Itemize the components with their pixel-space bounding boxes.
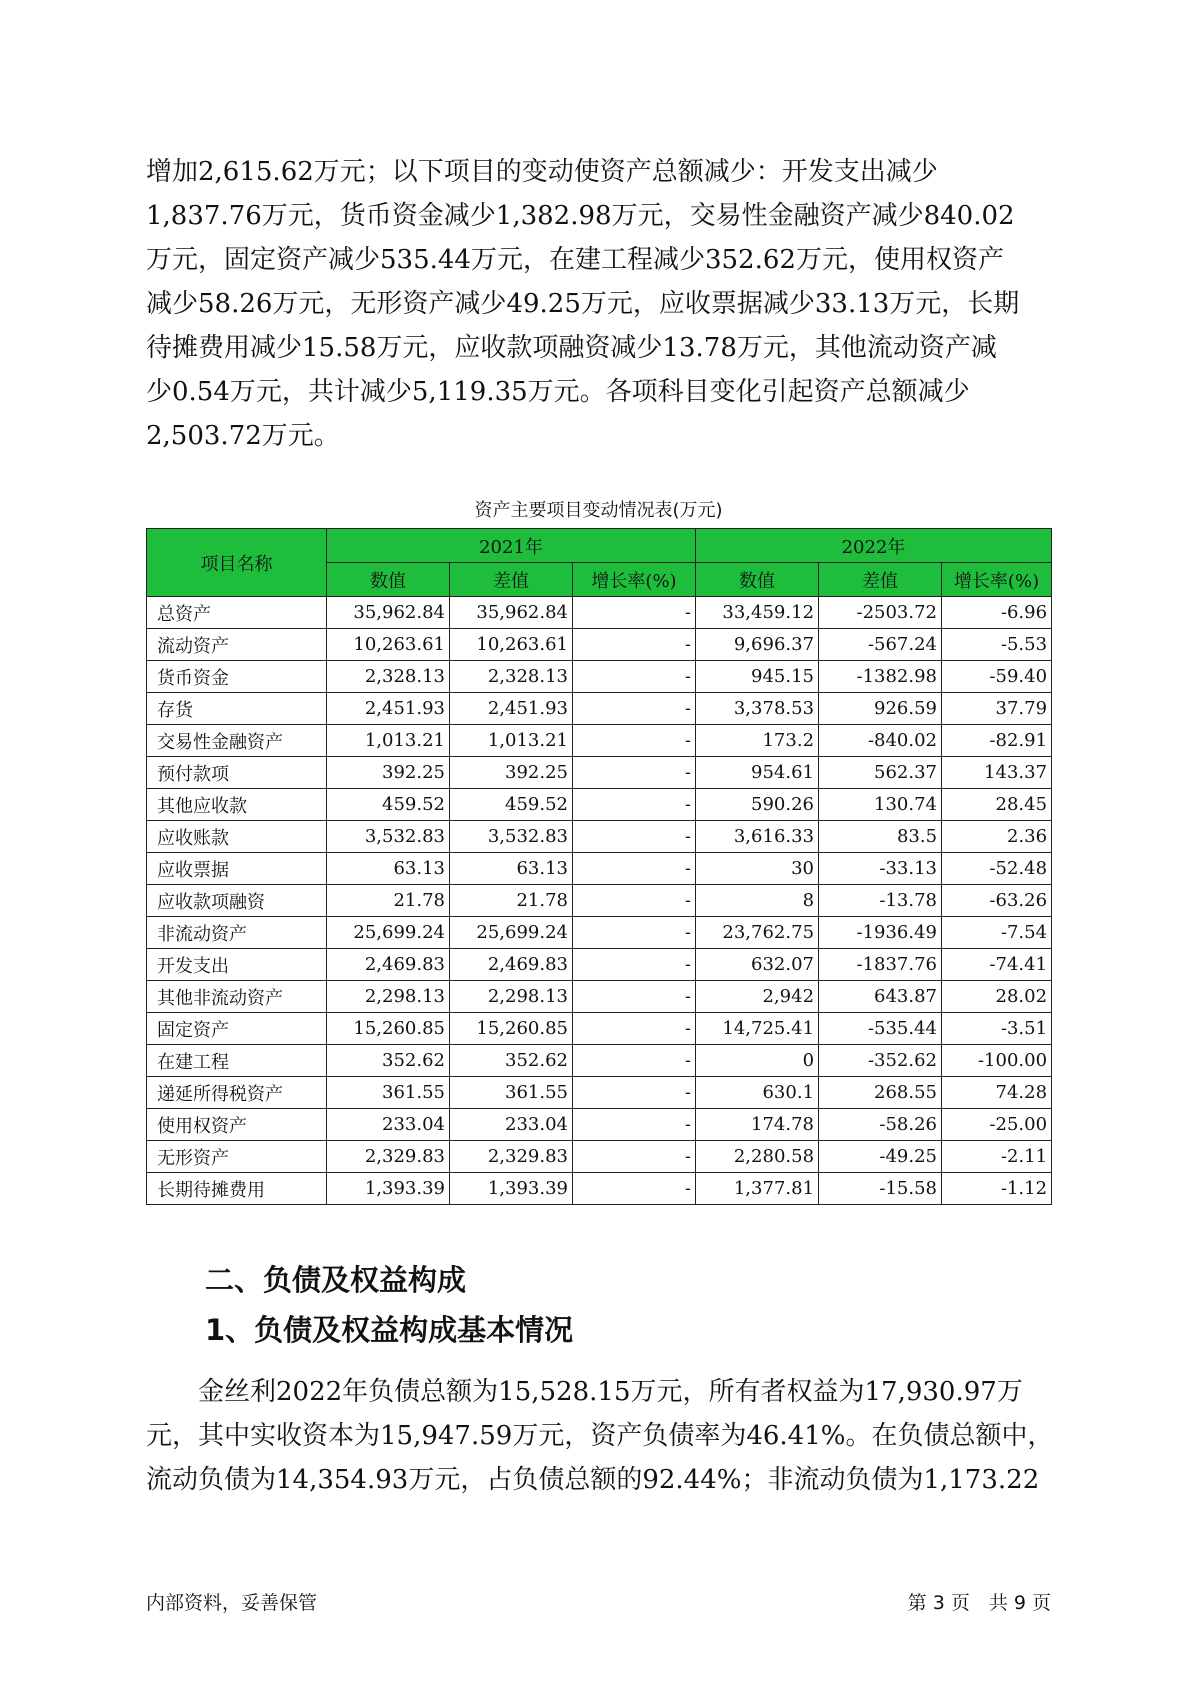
cell-value-2022: 3,378.53 [696, 693, 819, 725]
cell-value-2021: 63.13 [327, 853, 450, 885]
table-row [147, 789, 1052, 821]
cell-diff-2021: 10,263.61 [450, 629, 573, 661]
cell-rate-2021: - [573, 661, 696, 693]
cell-rate-2021: - [573, 853, 696, 885]
cell-value-2022: 0 [696, 1045, 819, 1077]
cell-row-name: 流动资产 [147, 629, 327, 661]
footer-confidential-note: 内部资料，妥善保管 [146, 1592, 318, 1614]
cell-rate-2021: - [573, 917, 696, 949]
table-row [147, 1173, 1052, 1205]
cell-rate-2022: -74.41 [942, 949, 1052, 981]
table-row [147, 917, 1052, 949]
cell-row-name: 无形资产 [147, 1141, 327, 1173]
cell-rate-2021: - [573, 821, 696, 853]
cell-value-2022: 1,377.81 [696, 1173, 819, 1205]
body-paragraph-liabilities [146, 1370, 1054, 1502]
cell-value-2022: 173.2 [696, 725, 819, 757]
cell-rate-2022: 28.45 [942, 789, 1052, 821]
cell-row-name: 交易性金融资产 [147, 725, 327, 757]
cell-rate-2021: - [573, 1013, 696, 1045]
paragraph-line: 金丝利2022年负债总额为15,528.15万元，所有者权益为17,930.97万 [146, 1377, 1023, 1407]
cell-rate-2022: 37.79 [942, 693, 1052, 725]
cell-diff-2022: -1382.98 [819, 661, 942, 693]
cell-row-name: 开发支出 [147, 949, 327, 981]
cell-value-2022: 945.15 [696, 661, 819, 693]
cell-row-name: 固定资产 [147, 1013, 327, 1045]
cell-rate-2022: -6.96 [942, 597, 1052, 629]
cell-rate-2021: - [573, 1109, 696, 1141]
table-row [147, 1077, 1052, 1109]
cell-rate-2021: - [573, 885, 696, 917]
cell-diff-2021: 352.62 [450, 1045, 573, 1077]
table-caption: 资产主要项目变动情况表(万元) [474, 500, 723, 521]
cell-value-2021: 392.25 [327, 757, 450, 789]
cell-diff-2021: 2,469.83 [450, 949, 573, 981]
cell-rate-2022: -25.00 [942, 1109, 1052, 1141]
paragraph-line: 元，其中实收资本为15,947.59万元，资产负债率为46.41%。在负债总额中， [146, 1421, 1054, 1451]
paragraph-line: 待摊费用减少15.58万元，应收款项融资减少13.78万元，其他流动资产减 [146, 333, 997, 363]
cell-value-2022: 9,696.37 [696, 629, 819, 661]
cell-rate-2022: -59.40 [942, 661, 1052, 693]
cell-value-2022: 954.61 [696, 757, 819, 789]
cell-diff-2022: 130.74 [819, 789, 942, 821]
cell-diff-2022: -1936.49 [819, 917, 942, 949]
cell-row-name: 递延所得税资产 [147, 1077, 327, 1109]
cell-value-2021: 3,532.83 [327, 821, 450, 853]
table-row [147, 661, 1052, 693]
cell-value-2021: 2,451.93 [327, 693, 450, 725]
table-row [147, 1109, 1052, 1141]
table-row [147, 981, 1052, 1013]
table-row [147, 885, 1052, 917]
table-row [147, 1141, 1052, 1173]
table-body [147, 597, 1052, 1205]
table-row [147, 725, 1052, 757]
cell-row-name: 总资产 [147, 597, 327, 629]
subsection-heading: 1、负债及权益构成基本情况 [205, 1313, 574, 1347]
cell-diff-2021: 35,962.84 [450, 597, 573, 629]
paragraph-line: 流动负债为14,354.93万元，占负债总额的92.44%；非流动负债为1,173.22 [146, 1465, 1040, 1495]
cell-diff-2021: 21.78 [450, 885, 573, 917]
header-year-2021: 2021年 [327, 529, 696, 563]
paragraph-line: 万元，固定资产减少535.44万元，在建工程减少352.62万元，使用权资产 [146, 245, 1004, 275]
footer-page-number: 第 3 页 共 9 页 [907, 1592, 1051, 1614]
cell-rate-2022: -100.00 [942, 1045, 1052, 1077]
cell-diff-2021: 2,451.93 [450, 693, 573, 725]
table-row [147, 1013, 1052, 1045]
paragraph-line: 增加2,615.62万元；以下项目的变动使资产总额减少：开发支出减少 [146, 157, 938, 187]
cell-diff-2022: -535.44 [819, 1013, 942, 1045]
paragraph-line: 减少58.26万元，无形资产减少49.25万元，应收票据减少33.13万元，长期 [146, 289, 1020, 319]
header-year-2022: 2022年 [696, 529, 1052, 563]
table-row [147, 757, 1052, 789]
table-row [147, 629, 1052, 661]
cell-rate-2021: - [573, 725, 696, 757]
cell-diff-2021: 3,532.83 [450, 821, 573, 853]
cell-row-name: 其他非流动资产 [147, 981, 327, 1013]
cell-diff-2022: -33.13 [819, 853, 942, 885]
cell-value-2021: 361.55 [327, 1077, 450, 1109]
cell-value-2021: 15,260.85 [327, 1013, 450, 1045]
cell-rate-2021: - [573, 949, 696, 981]
cell-rate-2022: -82.91 [942, 725, 1052, 757]
header-rate-2021: 增长率(%) [573, 563, 696, 597]
cell-rate-2021: - [573, 981, 696, 1013]
cell-value-2021: 21.78 [327, 885, 450, 917]
cell-diff-2022: 643.87 [819, 981, 942, 1013]
cell-rate-2021: - [573, 789, 696, 821]
cell-diff-2021: 15,260.85 [450, 1013, 573, 1045]
cell-diff-2022: -49.25 [819, 1141, 942, 1173]
table-row [147, 853, 1052, 885]
cell-value-2022: 14,725.41 [696, 1013, 819, 1045]
header-rate-2022: 增长率(%) [942, 563, 1052, 597]
cell-value-2021: 2,329.83 [327, 1141, 450, 1173]
cell-row-name: 长期待摊费用 [147, 1173, 327, 1205]
cell-row-name: 应收票据 [147, 853, 327, 885]
cell-row-name: 在建工程 [147, 1045, 327, 1077]
body-paragraph-assets-change [146, 150, 1051, 458]
cell-row-name: 应收账款 [147, 821, 327, 853]
cell-diff-2021: 392.25 [450, 757, 573, 789]
header-value-2022: 数值 [696, 563, 819, 597]
table-header-row-years [147, 529, 1052, 563]
cell-value-2022: 632.07 [696, 949, 819, 981]
cell-value-2021: 2,298.13 [327, 981, 450, 1013]
cell-diff-2022: -15.58 [819, 1173, 942, 1205]
cell-diff-2022: -840.02 [819, 725, 942, 757]
cell-diff-2022: 83.5 [819, 821, 942, 853]
cell-diff-2021: 63.13 [450, 853, 573, 885]
cell-rate-2022: -63.26 [942, 885, 1052, 917]
header-diff-2022: 差值 [819, 563, 942, 597]
cell-diff-2022: -1837.76 [819, 949, 942, 981]
cell-value-2021: 25,699.24 [327, 917, 450, 949]
cell-diff-2022: -58.26 [819, 1109, 942, 1141]
cell-value-2021: 459.52 [327, 789, 450, 821]
cell-value-2021: 10,263.61 [327, 629, 450, 661]
cell-row-name: 存货 [147, 693, 327, 725]
cell-value-2022: 2,942 [696, 981, 819, 1013]
cell-rate-2021: - [573, 1077, 696, 1109]
cell-row-name: 非流动资产 [147, 917, 327, 949]
cell-diff-2022: -567.24 [819, 629, 942, 661]
header-value-2021: 数值 [327, 563, 450, 597]
cell-rate-2022: -3.51 [942, 1013, 1052, 1045]
cell-diff-2021: 2,328.13 [450, 661, 573, 693]
cell-value-2021: 1,393.39 [327, 1173, 450, 1205]
section-heading: 二、负债及权益构成 [205, 1263, 467, 1297]
cell-diff-2021: 2,298.13 [450, 981, 573, 1013]
cell-row-name: 使用权资产 [147, 1109, 327, 1141]
table-row [147, 821, 1052, 853]
cell-diff-2021: 2,329.83 [450, 1141, 573, 1173]
cell-diff-2021: 1,393.39 [450, 1173, 573, 1205]
cell-diff-2022: 562.37 [819, 757, 942, 789]
cell-value-2022: 3,616.33 [696, 821, 819, 853]
cell-rate-2021: - [573, 757, 696, 789]
cell-rate-2022: -7.54 [942, 917, 1052, 949]
cell-row-name: 货币资金 [147, 661, 327, 693]
cell-diff-2022: -13.78 [819, 885, 942, 917]
cell-diff-2021: 361.55 [450, 1077, 573, 1109]
cell-value-2022: 590.26 [696, 789, 819, 821]
cell-value-2022: 630.1 [696, 1077, 819, 1109]
cell-value-2021: 233.04 [327, 1109, 450, 1141]
paragraph-line: 少0.54万元，共计减少5,119.35万元。各项科目变化引起资产总额减少 [146, 377, 970, 407]
cell-rate-2021: - [573, 1141, 696, 1173]
header-item-name: 项目名称 [147, 529, 327, 597]
cell-rate-2022: 28.02 [942, 981, 1052, 1013]
cell-value-2022: 33,459.12 [696, 597, 819, 629]
cell-diff-2021: 233.04 [450, 1109, 573, 1141]
cell-diff-2022: 926.59 [819, 693, 942, 725]
cell-value-2022: 30 [696, 853, 819, 885]
assets-change-table [146, 528, 1052, 1205]
cell-row-name: 预付款项 [147, 757, 327, 789]
cell-rate-2022: 143.37 [942, 757, 1052, 789]
cell-rate-2022: -52.48 [942, 853, 1052, 885]
cell-rate-2022: -2.11 [942, 1141, 1052, 1173]
cell-rate-2021: - [573, 693, 696, 725]
table-row [147, 949, 1052, 981]
cell-row-name: 其他应收款 [147, 789, 327, 821]
cell-rate-2021: - [573, 629, 696, 661]
cell-value-2021: 2,328.13 [327, 661, 450, 693]
cell-rate-2021: - [573, 1045, 696, 1077]
cell-value-2021: 1,013.21 [327, 725, 450, 757]
cell-rate-2021: - [573, 1173, 696, 1205]
cell-value-2022: 2,280.58 [696, 1141, 819, 1173]
cell-value-2022: 8 [696, 885, 819, 917]
cell-rate-2022: -1.12 [942, 1173, 1052, 1205]
paragraph-line: 2,503.72万元。 [146, 421, 340, 451]
cell-value-2022: 23,762.75 [696, 917, 819, 949]
header-diff-2021: 差值 [450, 563, 573, 597]
cell-value-2022: 174.78 [696, 1109, 819, 1141]
cell-value-2021: 2,469.83 [327, 949, 450, 981]
cell-rate-2021: - [573, 597, 696, 629]
cell-value-2021: 35,962.84 [327, 597, 450, 629]
cell-row-name: 应收款项融资 [147, 885, 327, 917]
cell-diff-2021: 1,013.21 [450, 725, 573, 757]
table-row [147, 693, 1052, 725]
cell-rate-2022: 2.36 [942, 821, 1052, 853]
table-row [147, 1045, 1052, 1077]
paragraph-line: 1,837.76万元，货币资金减少1,382.98万元，交易性金融资产减少840.02 [146, 201, 1015, 231]
cell-diff-2022: -2503.72 [819, 597, 942, 629]
table-row [147, 597, 1052, 629]
cell-rate-2022: -5.53 [942, 629, 1052, 661]
cell-diff-2022: 268.55 [819, 1077, 942, 1109]
cell-rate-2022: 74.28 [942, 1077, 1052, 1109]
cell-diff-2021: 25,699.24 [450, 917, 573, 949]
cell-diff-2021: 459.52 [450, 789, 573, 821]
cell-diff-2022: -352.62 [819, 1045, 942, 1077]
cell-value-2021: 352.62 [327, 1045, 450, 1077]
